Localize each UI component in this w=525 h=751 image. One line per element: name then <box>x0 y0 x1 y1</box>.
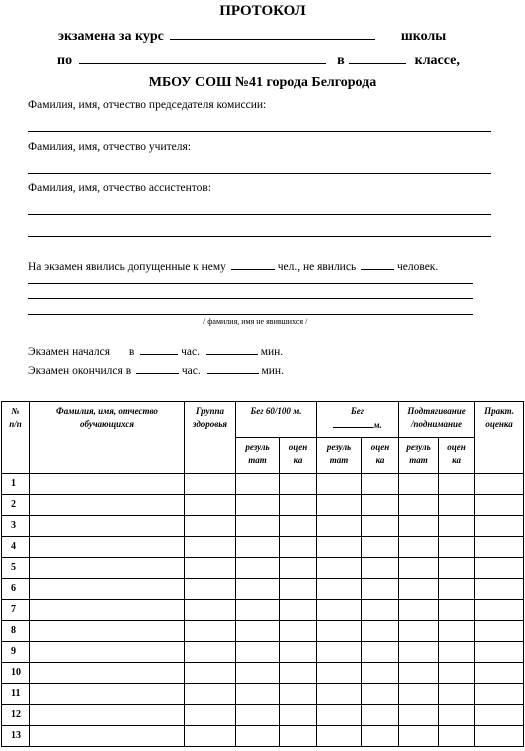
table-cell[interactable] <box>317 642 362 663</box>
run1-grade-header <box>280 438 317 474</box>
col-num-line-2: п/п <box>9 419 22 430</box>
table-cell[interactable] <box>362 537 399 558</box>
absent-line-2[interactable] <box>28 298 473 299</box>
table-cell[interactable] <box>280 537 317 558</box>
table-cell[interactable] <box>30 684 185 705</box>
col-prac-header <box>475 402 524 474</box>
absent-line-1[interactable] <box>28 283 473 284</box>
table-cell[interactable] <box>185 621 236 642</box>
table-cell[interactable] <box>362 621 399 642</box>
col-run1-header <box>236 402 317 438</box>
table-cell[interactable] <box>475 705 524 726</box>
table-cell[interactable] <box>236 684 280 705</box>
table-cell[interactable] <box>185 537 236 558</box>
exam-course-label: экзамена за курс <box>58 29 164 44</box>
table-cell[interactable] <box>280 705 317 726</box>
table-cell[interactable] <box>475 621 524 642</box>
header-line-2 <box>57 51 460 69</box>
table-row <box>2 663 524 684</box>
table-cell[interactable] <box>362 642 399 663</box>
run1-result-l1: резуль <box>245 442 270 452</box>
table-cell[interactable] <box>280 663 317 684</box>
start-label: Экзамен начался <box>28 346 111 358</box>
table-cell[interactable] <box>399 474 439 495</box>
table-cell[interactable] <box>30 705 185 726</box>
table-cell[interactable] <box>185 600 236 621</box>
table-cell[interactable] <box>399 579 439 600</box>
table-cell[interactable] <box>30 495 185 516</box>
table-cell[interactable] <box>236 705 280 726</box>
subject-blank[interactable] <box>79 51 326 64</box>
row-number: 9 <box>2 642 30 663</box>
table-cell[interactable] <box>439 600 475 621</box>
col-name-line-1: Фамилия, имя, отчество <box>56 406 158 416</box>
attendance-label-b: чел., не явились <box>277 261 357 273</box>
table-row <box>2 474 524 495</box>
table-cell[interactable] <box>236 474 280 495</box>
col-name-header <box>30 402 185 474</box>
table-row <box>2 495 524 516</box>
table-cell[interactable] <box>236 621 280 642</box>
table-cell[interactable] <box>185 474 236 495</box>
class-label: классе, <box>414 53 460 68</box>
teacher-label: Фамилия, имя, отчество учителя: <box>28 141 191 153</box>
table-cell[interactable] <box>280 558 317 579</box>
col-run2-line-1: Бег <box>351 406 365 416</box>
run1-grade-l2: ка <box>293 455 303 466</box>
col-run2-unit: м. <box>373 420 382 431</box>
table-cell[interactable] <box>439 684 475 705</box>
row-number: 3 <box>2 516 30 537</box>
row-number: 4 <box>2 537 30 558</box>
run2-result-l2: тат <box>329 455 349 466</box>
table-cell[interactable] <box>439 705 475 726</box>
row-number: 2 <box>2 495 30 516</box>
table-cell[interactable] <box>317 600 362 621</box>
table-row <box>2 684 524 705</box>
table-cell[interactable] <box>185 705 236 726</box>
table-cell[interactable] <box>362 600 399 621</box>
run2-grade-l1: оцен <box>370 442 390 452</box>
table-cell[interactable] <box>399 558 439 579</box>
table-cell[interactable] <box>30 642 185 663</box>
table-cell[interactable] <box>439 558 475 579</box>
table-row <box>2 705 524 726</box>
table-cell[interactable] <box>399 642 439 663</box>
table-cell[interactable] <box>399 705 439 726</box>
table-cell[interactable] <box>280 495 317 516</box>
table-row <box>2 642 524 663</box>
table-row <box>2 537 524 558</box>
table-cell[interactable] <box>439 621 475 642</box>
table-cell[interactable] <box>399 516 439 537</box>
table-row <box>2 726 524 747</box>
pull-result-l2: тат <box>409 455 428 466</box>
table-cell[interactable] <box>185 579 236 600</box>
table-cell[interactable] <box>317 726 362 747</box>
run1-result-header <box>236 438 280 474</box>
table-cell[interactable] <box>439 726 475 747</box>
table-row <box>2 579 524 600</box>
school-name: МБОУ СОШ №41 города Белгорода <box>148 75 377 90</box>
run2-distance-blank[interactable] <box>333 418 373 428</box>
table-cell[interactable] <box>362 558 399 579</box>
table-cell[interactable] <box>280 516 317 537</box>
run2-result-l1: резуль <box>326 442 352 452</box>
table-cell[interactable] <box>30 558 185 579</box>
col-num-header <box>2 402 30 474</box>
table-cell[interactable] <box>475 642 524 663</box>
run2-grade-header <box>362 438 399 474</box>
page-title: ПРОТОКОЛ <box>219 3 306 19</box>
row-number: 12 <box>2 705 30 726</box>
present-count-blank[interactable] <box>231 259 275 270</box>
row-number: 8 <box>2 621 30 642</box>
header-line-1 <box>58 27 446 45</box>
pull-grade-l2: ка <box>452 455 461 466</box>
table-cell[interactable] <box>317 663 362 684</box>
attendance-label-a: На экзамен явились допущенные к нему <box>28 261 226 273</box>
table-cell[interactable] <box>30 726 185 747</box>
table-cell[interactable] <box>236 516 280 537</box>
table-cell[interactable] <box>236 558 280 579</box>
table-row <box>2 558 524 579</box>
table-cell[interactable] <box>362 684 399 705</box>
table-row <box>2 516 524 537</box>
col-run1-label: Бег 60/100 м. <box>250 406 302 416</box>
table-cell[interactable] <box>475 600 524 621</box>
start-hour-blank[interactable] <box>140 344 178 355</box>
table-cell[interactable] <box>475 579 524 600</box>
table-cell[interactable] <box>280 579 317 600</box>
table-cell[interactable] <box>475 684 524 705</box>
table-cell[interactable] <box>236 726 280 747</box>
table-cell[interactable] <box>475 474 524 495</box>
table-cell[interactable] <box>280 726 317 747</box>
table-cell[interactable] <box>236 495 280 516</box>
table-cell[interactable] <box>475 726 524 747</box>
end-label: Экзамен окончился в <box>28 365 132 377</box>
table-cell[interactable] <box>317 705 362 726</box>
assistants-label: Фамилия, имя, отчество ассистентов: <box>28 182 212 194</box>
table-cell[interactable] <box>280 600 317 621</box>
end-hour-blank[interactable] <box>136 363 179 374</box>
table-cell[interactable] <box>475 516 524 537</box>
table-cell[interactable] <box>185 663 236 684</box>
assistants-line-1[interactable] <box>28 214 491 215</box>
table-cell[interactable] <box>280 474 317 495</box>
table-cell[interactable] <box>185 684 236 705</box>
col-pull-line-2: /поднимание <box>411 419 463 430</box>
table-cell[interactable] <box>317 558 362 579</box>
col-prac-line-2: оценка <box>485 419 513 430</box>
table-cell[interactable] <box>185 726 236 747</box>
table-cell[interactable] <box>399 495 439 516</box>
table-cell[interactable] <box>475 558 524 579</box>
row-number: 6 <box>2 579 30 600</box>
row-number: 10 <box>2 663 30 684</box>
table-cell[interactable] <box>236 537 280 558</box>
table-cell[interactable] <box>362 705 399 726</box>
table-cell[interactable] <box>399 621 439 642</box>
end-hour-label: час. <box>181 365 201 377</box>
table-cell[interactable] <box>475 663 524 684</box>
table-cell[interactable] <box>362 495 399 516</box>
col-pull-line-1: Подтягивание <box>407 406 466 416</box>
table-cell[interactable] <box>317 579 362 600</box>
col-health-header <box>185 402 236 474</box>
table-cell[interactable] <box>362 663 399 684</box>
table-cell[interactable] <box>317 516 362 537</box>
table-cell[interactable] <box>399 726 439 747</box>
table-cell[interactable] <box>399 537 439 558</box>
table-cell[interactable] <box>30 663 185 684</box>
end-time-row <box>28 363 284 377</box>
run2-grade-l2: ка <box>375 455 385 466</box>
row-number: 13 <box>2 726 30 747</box>
table-cell[interactable] <box>30 621 185 642</box>
table-cell[interactable] <box>317 474 362 495</box>
absent-line-3[interactable] <box>28 314 473 315</box>
row-number: 5 <box>2 558 30 579</box>
table-cell[interactable] <box>30 516 185 537</box>
table-cell[interactable] <box>185 516 236 537</box>
table-cell[interactable] <box>30 579 185 600</box>
course-blank[interactable] <box>170 27 375 40</box>
table-cell[interactable] <box>236 579 280 600</box>
end-min-blank[interactable] <box>207 363 259 374</box>
school-label: школы <box>400 29 447 44</box>
table-cell[interactable] <box>399 684 439 705</box>
assistants-line-2[interactable] <box>28 236 491 237</box>
table-cell[interactable] <box>236 642 280 663</box>
absent-count-blank[interactable] <box>361 259 394 270</box>
attendance-row <box>28 259 438 273</box>
pull-grade-header <box>439 438 475 474</box>
table-cell[interactable] <box>399 663 439 684</box>
pull-result-l1: резуль <box>406 442 431 452</box>
table-cell[interactable] <box>185 558 236 579</box>
table-cell[interactable] <box>439 516 475 537</box>
table-header-row <box>2 402 524 438</box>
run1-result-l2: тат <box>248 455 267 466</box>
results-table <box>1 401 524 747</box>
table-cell[interactable] <box>475 537 524 558</box>
grade-blank[interactable] <box>349 51 406 64</box>
run1-grade-l1: оцен <box>288 442 308 452</box>
col-pull-header <box>399 402 475 438</box>
table-cell[interactable] <box>280 621 317 642</box>
pull-grade-l1: оцен <box>447 442 466 452</box>
col-health-line-1: Группа <box>195 406 225 416</box>
subject-label: по <box>57 53 73 68</box>
table-cell[interactable] <box>439 474 475 495</box>
table-cell[interactable] <box>280 642 317 663</box>
table-cell[interactable] <box>280 684 317 705</box>
col-name-line-2: обучающихся <box>79 419 135 430</box>
row-number: 7 <box>2 600 30 621</box>
row-number: 11 <box>2 684 30 705</box>
chair-line[interactable] <box>28 131 491 132</box>
table-cell[interactable] <box>362 516 399 537</box>
col-run2-header <box>317 402 399 438</box>
start-time-row <box>28 344 283 358</box>
table-cell[interactable] <box>30 600 185 621</box>
table-cell[interactable] <box>30 474 185 495</box>
table-cell[interactable] <box>439 579 475 600</box>
teacher-line[interactable] <box>28 173 491 174</box>
table-body <box>2 474 524 747</box>
table-cell[interactable] <box>362 579 399 600</box>
table-cell[interactable] <box>185 642 236 663</box>
table-cell[interactable] <box>362 474 399 495</box>
start-min-label: мин. <box>260 346 284 358</box>
table-cell[interactable] <box>439 663 475 684</box>
col-prac-line-1: Практ. <box>484 406 514 416</box>
absent-caption: / фамилия, имя не явившихся / <box>203 317 308 326</box>
table-cell[interactable] <box>475 495 524 516</box>
table-cell[interactable] <box>399 600 439 621</box>
start-hour-label: час. <box>181 346 200 358</box>
start-min-blank[interactable] <box>206 344 258 355</box>
chair-label: Фамилия, имя, отчество председателя комиссии: <box>28 99 267 111</box>
table-cell[interactable] <box>236 663 280 684</box>
col-num-line-1: № <box>11 406 20 416</box>
table-cell[interactable] <box>362 726 399 747</box>
table-cell[interactable] <box>185 495 236 516</box>
table-cell[interactable] <box>439 642 475 663</box>
start-at-label: в <box>128 346 135 358</box>
table-cell[interactable] <box>30 537 185 558</box>
run2-result-header <box>317 438 362 474</box>
table-cell[interactable] <box>439 537 475 558</box>
end-min-label: мин. <box>261 365 284 377</box>
col-health-line-2: здоровья <box>192 419 228 430</box>
table-cell[interactable] <box>236 600 280 621</box>
table-cell[interactable] <box>317 621 362 642</box>
table-cell[interactable] <box>317 537 362 558</box>
table-row <box>2 621 524 642</box>
row-number: 1 <box>2 474 30 495</box>
table-cell[interactable] <box>439 495 475 516</box>
pull-result-header <box>399 438 439 474</box>
attendance-label-c: человек. <box>396 261 439 273</box>
table-cell[interactable] <box>317 495 362 516</box>
table-cell[interactable] <box>317 684 362 705</box>
col-run2-line-2 <box>317 418 398 432</box>
grade-label: в <box>337 53 345 68</box>
table-row <box>2 600 524 621</box>
